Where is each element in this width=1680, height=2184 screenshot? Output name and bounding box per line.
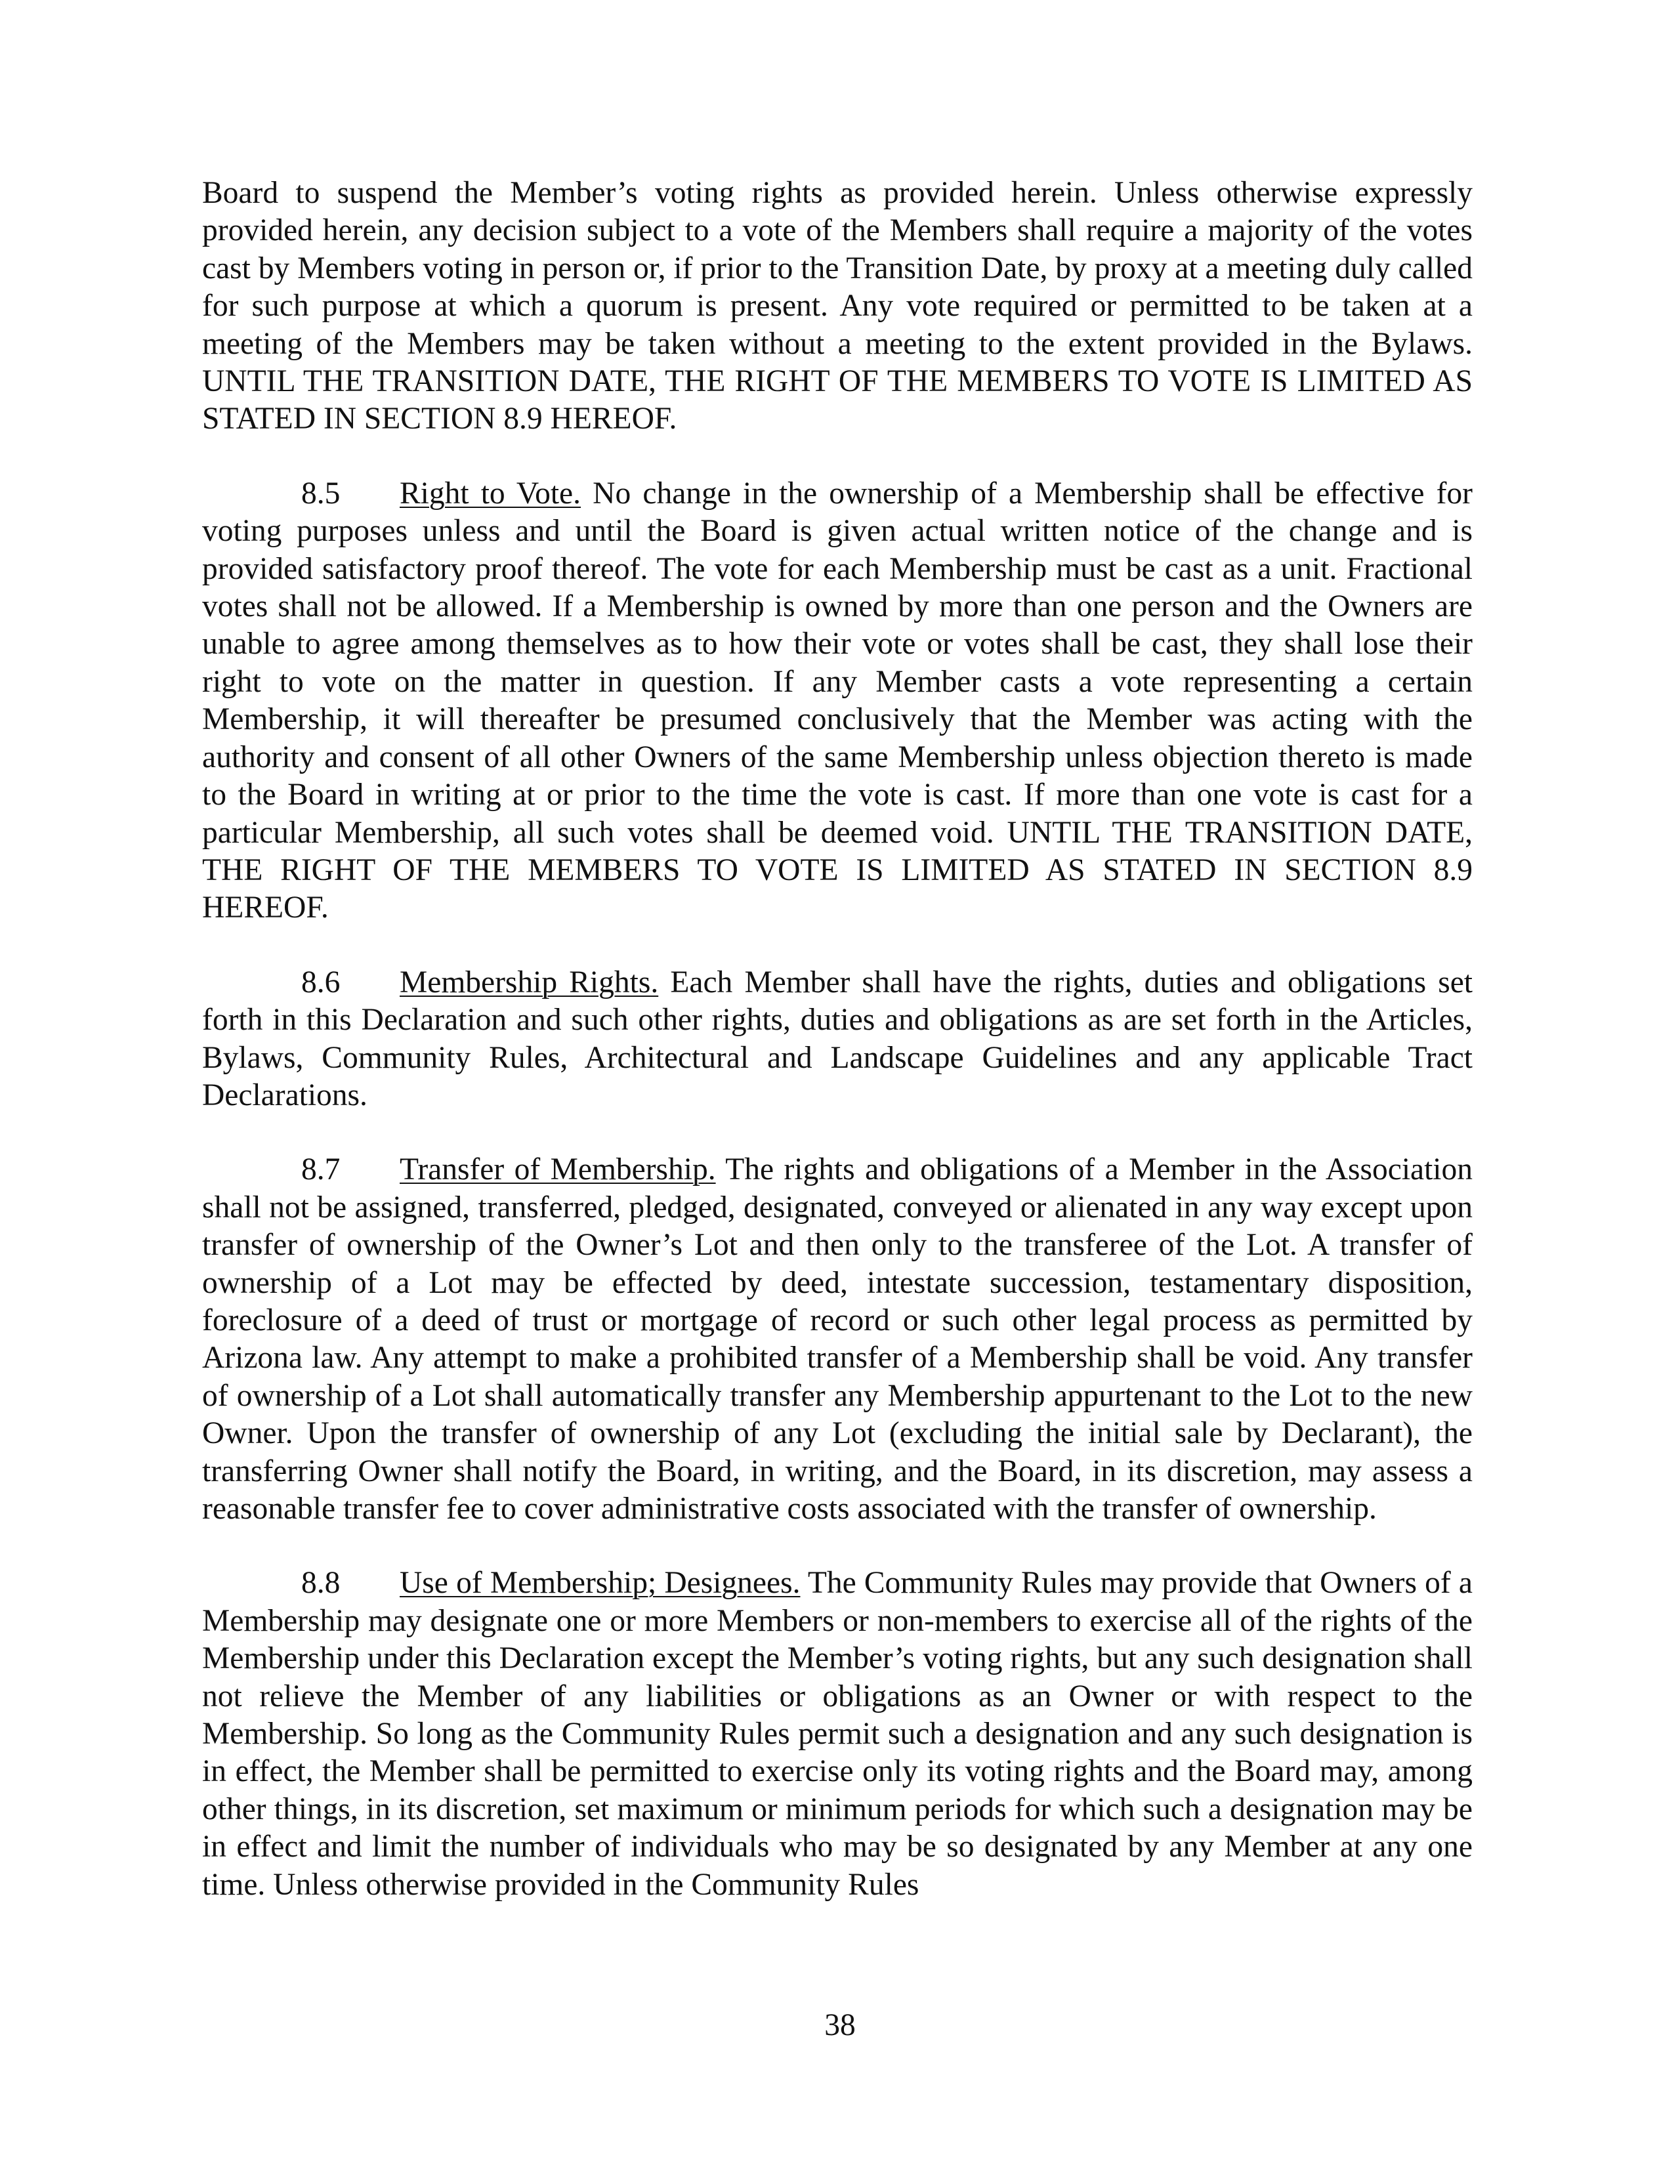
section-8-7 xyxy=(202,1151,1473,1528)
intro-paragraph: Board to suspend the Member’s voting rights as provided herein. Unless otherwise expressly provided herein, any decision subject to a vote of the Members shall require a majority of the votes cast by Members voting in person or, if prior to the Transition Date, by proxy at a meeting duly called for such purpose at which a quorum is present. Any vote required or permitted to be taken at a meeting of the Members may be taken without a meeting to the extent provided in the Bylaws. UNTIL THE TRANSITION DATE, THE RIGHT OF THE MEMBERS TO VOTE IS LIMITED AS STATED IN SECTION 8.9 HEREOF. xyxy=(202,176,1473,436)
section-text: No change in the ownership of a Membership shall be effective for voting purposes unless and until the Board is given actual written notice of the change and is provided satisfactory proof thereof. The vote for each Membership must be cast as a unit. Fractional votes shall not be allowed. If a Membership is owned by more than one person and the Owners are unable to agree among themselves as to how their vote or votes shall be cast, they shall lose their right to vote on the matter in question. If any Member casts a vote representing a certain Membership, it will thereafter be presumed conclusively that the Member was acting with the authority and consent of all other Owners of the same Membership unless objection thereto is made to the Board in writing at or prior to the time the vote is cast. If more than one vote is cast for a particular Membership, all such votes shall be deemed void. UNTIL THE TRANSITION DATE, THE RIGHT OF THE MEMBERS TO VOTE IS LIMITED AS STATED IN SECTION 8.9 HEREOF. xyxy=(202,476,1473,925)
section-number: 8.7 xyxy=(301,1152,341,1187)
section-text: Each Member shall have the rights, duties and obligations set forth in this Declaration and such other rights, duties and obligations as are set forth in the Articles, Bylaws, Community Rules, Architectural and Landscape Guidelines and any applicable Tract Declarations. xyxy=(202,965,1473,1112)
section-8-5 xyxy=(202,475,1473,927)
section-heading: Transfer of Membership. xyxy=(400,1152,716,1187)
page-number: 38 xyxy=(824,2008,856,2042)
section-heading: Use of Membership; Designees. xyxy=(400,1566,801,1601)
section-heading: Membership Rights. xyxy=(400,965,659,999)
document-body xyxy=(202,175,1473,1904)
section-text: The Community Rules may provide that Owners of a Membership may designate one or more Members or non-members to exercise all of the rights of the Membership under this Declaration except the Member’s voting rights, but any such designation shall not relieve the Member of any liabilities or obligations as an Owner or with respect to the Membership. So long as the Community Rules permit such a designation and any such designation is in effect, the Member shall be permitted to exercise only its voting rights and the Board may, among other things, in its discretion, set maximum or minimum periods for which such a designation may be in effect and limit the number of individuals who may be so designated by any Member at any one time. Unless otherwise provided in the Community Rules xyxy=(202,1566,1473,1902)
section-number: 8.5 xyxy=(301,476,341,511)
section-heading: Right to Vote. xyxy=(400,476,581,511)
section-8-6 xyxy=(202,964,1473,1115)
section-number: 8.6 xyxy=(301,965,341,999)
section-8-8 xyxy=(202,1564,1473,1904)
section-number: 8.8 xyxy=(301,1566,341,1601)
section-text: The rights and obligations of a Member in the Association shall not be assigned, transferred, pledged, designated, conveyed or alienated in any way except upon transfer of ownership of the Owner’s Lot and then only to the transferee of the Lot. A transfer of ownership of a Lot may be effected by deed, intestate succession, testamentary disposition, foreclosure of a deed of trust or mortgage of record or such other legal process as permitted by Arizona law. Any attempt to make a prohibited transfer of a Membership shall be void. Any transfer of ownership of a Lot shall automatically transfer any Membership appurtenant to the Lot to the new Owner. Upon the transfer of ownership of any Lot (excluding the initial sale by Declarant), the transferring Owner shall notify the Board, in writing, and the Board, in its discretion, may assess a reasonable transfer fee to cover administrative costs associated with the transfer of ownership. xyxy=(202,1152,1473,1526)
